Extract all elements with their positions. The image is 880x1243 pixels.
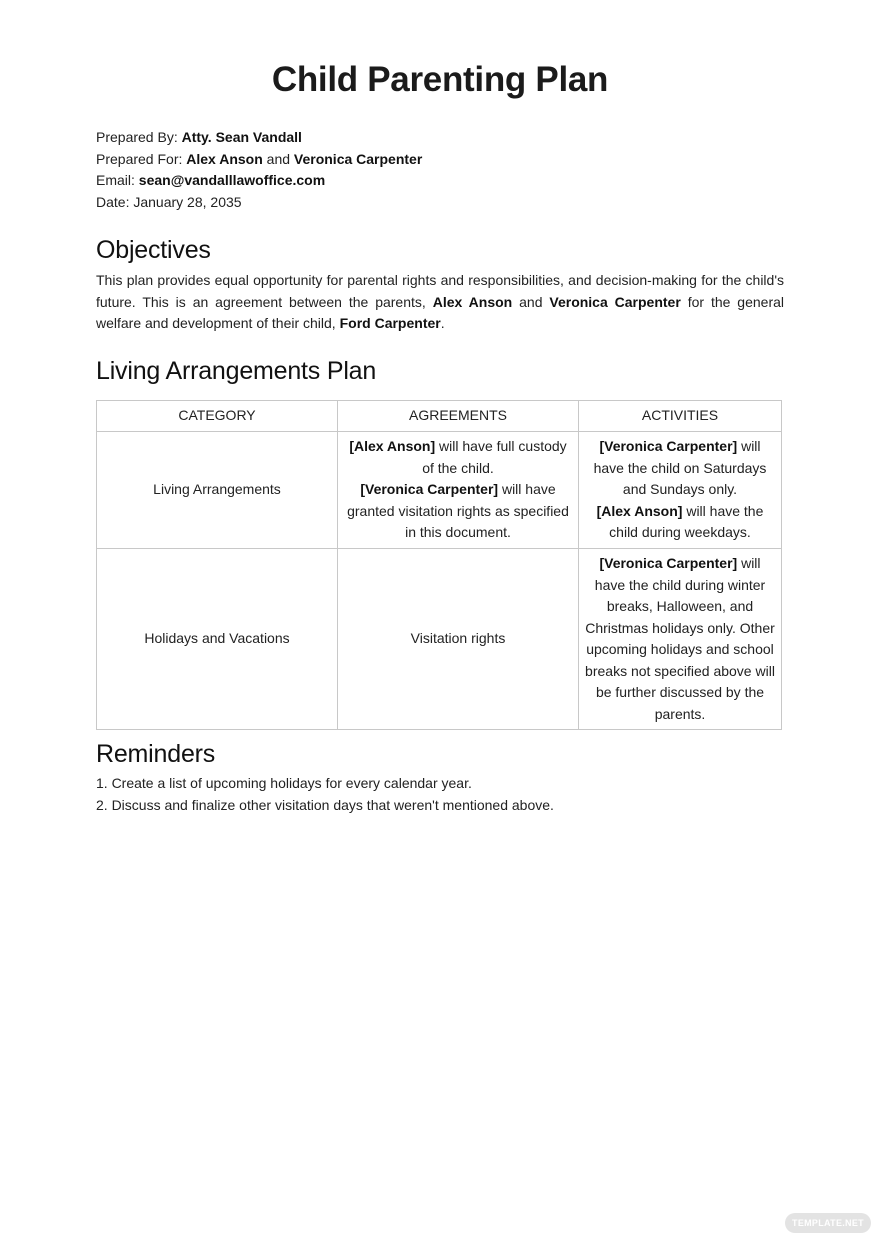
objectives-text-4: . bbox=[440, 315, 445, 331]
date-value: January 28, 2035 bbox=[133, 193, 242, 210]
column-header-category: CATEGORY bbox=[97, 401, 338, 432]
cell-agreements: Visitation rights bbox=[338, 549, 579, 730]
activity-party: [Alex Anson] bbox=[596, 502, 683, 519]
cell-activities bbox=[579, 549, 782, 730]
prepared-by-line bbox=[96, 127, 422, 149]
activity-text: will have the child during weekdays. bbox=[609, 502, 764, 541]
objectives-party2: Veronica Carpenter bbox=[549, 293, 681, 310]
activity-text: will have the child during winter breaks, Halloween, and Christmas holidays only. Other upcoming holidays and school breaks not specified above will be further discussed by the parents. bbox=[585, 555, 775, 722]
email-label: Email: bbox=[96, 172, 135, 188]
prepared-by-label: Prepared By: bbox=[96, 129, 178, 145]
prepared-for-line bbox=[96, 149, 422, 171]
email-value[interactable]: sean@vandalllawoffice.com bbox=[138, 172, 326, 188]
column-header-agreements: AGREEMENTS bbox=[338, 401, 579, 432]
agreement-party: [Alex Anson] bbox=[349, 438, 436, 455]
date-label: Date: bbox=[96, 193, 130, 210]
reminder-item: 1. Create a list of upcoming holidays for every calendar year. bbox=[96, 775, 472, 791]
date-line bbox=[96, 192, 422, 214]
cell-agreements bbox=[338, 432, 579, 549]
living-plan-table bbox=[96, 400, 782, 730]
cell-category: Holidays and Vacations bbox=[97, 549, 338, 730]
objectives-text-1: This plan provides equal opportunity for parental rights and responsibilities, and decision-making for the child's future. This is an agreement between the parents, bbox=[96, 272, 784, 310]
email-line bbox=[96, 170, 422, 192]
cell-category: Living Arrangements bbox=[97, 432, 338, 549]
prepared-by-value: Atty. Sean Vandall bbox=[181, 129, 302, 145]
agreement-party: [Veronica Carpenter] bbox=[360, 481, 499, 498]
activity-party: [Veronica Carpenter] bbox=[599, 438, 738, 455]
objectives-party1: Alex Anson bbox=[432, 293, 513, 310]
agreement-text: will have full custody of the child. bbox=[422, 438, 567, 476]
watermark-badge: TEMPLATE.NET bbox=[785, 1213, 871, 1233]
prepared-for-party1: Alex Anson bbox=[186, 150, 263, 167]
table-row bbox=[97, 432, 782, 549]
column-header-activities: ACTIVITIES bbox=[579, 401, 782, 432]
prepared-for-label: Prepared For: bbox=[96, 150, 183, 167]
prepared-for-and: and bbox=[266, 150, 291, 167]
document-title: Child Parenting Plan bbox=[271, 60, 609, 99]
objectives-text-2: and bbox=[519, 293, 543, 310]
cell-activities bbox=[579, 432, 782, 549]
agreement-text: will have granted visitation rights as specified in this document. bbox=[347, 481, 569, 541]
table-row bbox=[97, 549, 782, 730]
living-plan-heading: Living Arrangements Plan bbox=[96, 357, 377, 385]
activity-party: [Veronica Carpenter] bbox=[599, 555, 738, 571]
objectives-text-3: for the general welfare and development of their child, bbox=[96, 293, 785, 331]
activity-text: will have the child on Saturdays and Sundays only. bbox=[593, 438, 767, 498]
reminder-item: 2. Discuss and finalize other visitation days that weren't mentioned above. bbox=[96, 796, 554, 813]
objectives-paragraph bbox=[96, 270, 784, 335]
table-header-row bbox=[97, 401, 782, 432]
objectives-child: Ford Carpenter bbox=[339, 315, 441, 331]
objectives-heading: Objectives bbox=[96, 236, 211, 264]
reminders-heading: Reminders bbox=[96, 740, 216, 768]
prepared-for-party2: Veronica Carpenter bbox=[293, 150, 423, 167]
reminders-list bbox=[96, 773, 554, 816]
document-meta bbox=[96, 127, 422, 213]
